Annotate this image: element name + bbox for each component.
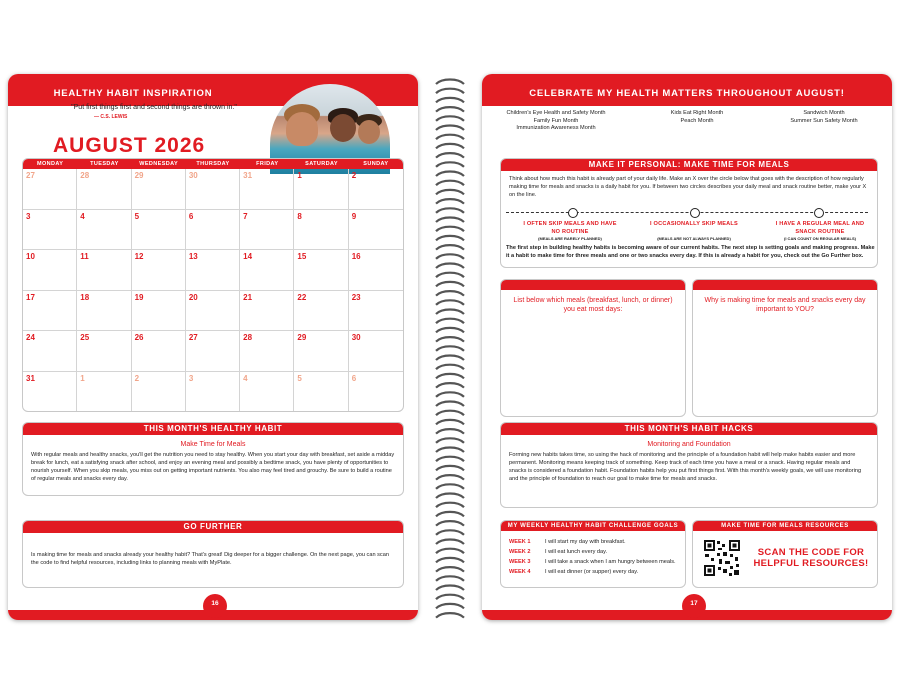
calendar-day-cell[interactable]: 9 [349, 210, 403, 251]
scale-circle-3[interactable] [814, 208, 824, 218]
weekly-goal-row [501, 567, 685, 577]
why-important-header [693, 280, 877, 290]
calendar-day-cell[interactable]: 13 [186, 250, 240, 291]
planner-spread [8, 74, 892, 620]
week-goal: I will eat dinner (or supper) every day. [545, 569, 639, 575]
spiral-coil [436, 199, 464, 204]
left-page [8, 74, 418, 620]
spiral-coil [436, 135, 464, 140]
spiral-coil [436, 282, 464, 287]
spiral-coil [436, 558, 464, 563]
spiral-coil [436, 392, 464, 397]
calendar-day-cell[interactable]: 6 [349, 372, 403, 412]
weekday-label: FRIDAY [256, 161, 279, 167]
healthy-habit-subtitle: Make Time for Meals [180, 441, 246, 448]
page-number-right: 17 [682, 594, 706, 618]
option-note-3: (I CAN COUNT ON REGULAR MEALS) [784, 236, 856, 241]
calendar-day-cell[interactable]: 11 [77, 250, 131, 291]
calendar-day-cell[interactable]: 26 [132, 331, 186, 372]
habit-hacks-subtitle: Monitoring and Foundation [647, 441, 731, 448]
calendar-grid [23, 169, 403, 412]
spiral-coil [436, 484, 464, 489]
spiral-coil [436, 208, 464, 213]
spiral-coil [436, 346, 464, 351]
spiral-coil [436, 162, 464, 167]
calendar-day-cell[interactable]: 5 [294, 372, 348, 412]
calendar-day-cell[interactable]: 3 [186, 372, 240, 412]
calendar-day-cell[interactable]: 17 [23, 291, 77, 332]
calendar-day-cell[interactable]: 8 [294, 210, 348, 251]
spiral-coil [436, 356, 464, 361]
week-label: WEEK 1 [509, 539, 531, 545]
calendar-day-cell[interactable]: 25 [77, 331, 131, 372]
spiral-coil [436, 190, 464, 195]
calendar-weekday-header [23, 159, 403, 169]
calendar-day-cell[interactable]: 27 [23, 169, 77, 210]
weekly-goal-row [501, 537, 685, 547]
option-label-2: I OCCASIONALLY SKIP MEALS [650, 221, 738, 227]
make-it-personal-title: MAKE IT PERSONAL: MAKE TIME FOR MEALS [501, 159, 877, 171]
calendar-day-cell[interactable]: 18 [77, 291, 131, 332]
spiral-coil [436, 576, 464, 581]
spiral-coil [436, 107, 464, 112]
weekday-label: SATURDAY [305, 161, 338, 167]
calendar-day-cell[interactable]: 28 [240, 331, 294, 372]
calendar-day-cell[interactable]: 4 [240, 372, 294, 412]
weekday-label: TUESDAY [90, 161, 119, 167]
page-number-left: 16 [203, 594, 227, 618]
option-note-1: (MEALS ARE RARELY PLANNED) [538, 236, 602, 241]
spiral-coil [436, 337, 464, 342]
spiral-coil [436, 116, 464, 121]
spiral-binding [432, 74, 468, 620]
inspiration-quote: "Put first things first and second things are thrown in." [71, 104, 237, 111]
spiral-coil [436, 273, 464, 278]
why-important-writing-area[interactable] [699, 314, 871, 410]
spiral-coil [436, 448, 464, 453]
calendar-day-cell[interactable]: 4 [77, 210, 131, 251]
spiral-coil [436, 89, 464, 94]
why-important-panel [692, 279, 878, 417]
weekday-label: MONDAY [36, 161, 64, 167]
spiral-coil [436, 530, 464, 535]
calendar-day-cell[interactable]: 29 [294, 331, 348, 372]
week-goal: I will eat lunch every day. [545, 549, 608, 555]
spiral-coil [436, 80, 464, 85]
calendar-day-cell[interactable]: 28 [77, 169, 131, 210]
calendar-day-cell[interactable]: 5 [132, 210, 186, 251]
spiral-coil [436, 365, 464, 370]
calendar-day-cell[interactable]: 10 [23, 250, 77, 291]
calendar-day-cell[interactable]: 22 [294, 291, 348, 332]
scale-circle-1[interactable] [568, 208, 578, 218]
list-meals-header [501, 280, 685, 290]
spiral-coil [436, 429, 464, 434]
spiral-coil [436, 420, 464, 425]
spiral-coil [436, 383, 464, 388]
option-label-3: I HAVE A REGULAR MEAL AND SNACK ROUTINE [775, 221, 865, 235]
weekday-label: WEDNESDAY [139, 161, 179, 167]
calendar-day-cell[interactable]: 14 [240, 250, 294, 291]
weekly-goals-title: MY WEEKLY HEALTHY HABIT CHALLENGE GOALS [501, 521, 685, 531]
spiral-coil [436, 540, 464, 545]
scale-circle-2[interactable] [690, 208, 700, 218]
calendar-day-cell[interactable]: 30 [186, 169, 240, 210]
habit-hacks-body: Forming new habits takes time, so using the hack of monitoring and the principle of a foundation habit will help make habits easier and more permanent. Monitoring means keeping track of something. Keep track of each time you have a meal or a snack. Having regular meals and snacks is considered a foundation habit. Foundation habits help you put first things first. With this month's weekly goals, we will use monitoring and the principle of foundation to reach our goal to make time for meals and snacks. [509, 452, 862, 482]
spiral-coil [436, 328, 464, 333]
spiral-coil [436, 153, 464, 158]
spiral-coil [436, 218, 464, 223]
spiral-coil [436, 494, 464, 499]
weekly-goals-list [501, 531, 685, 577]
go-further-title: GO FURTHER [23, 521, 403, 533]
calendar-day-cell[interactable]: 23 [349, 291, 403, 332]
calendar-day-cell[interactable]: 1 [77, 372, 131, 412]
spiral-coil [436, 438, 464, 443]
spiral-coil [436, 595, 464, 600]
week-goal: I will start my day with breakfast. [545, 539, 626, 545]
weekly-goals-panel [500, 520, 686, 588]
calendar-day-cell[interactable]: 12 [132, 250, 186, 291]
spiral-coil [436, 181, 464, 186]
spiral-coil [436, 475, 464, 480]
healthy-habit-panel [22, 422, 404, 496]
calendar-day-cell[interactable]: 31 [240, 169, 294, 210]
calendar-day-cell[interactable]: 29 [132, 169, 186, 210]
why-important-prompt: Why is making time for meals and snacks every day important to YOU? [704, 297, 866, 313]
spiral-coil [436, 245, 464, 250]
weekday-label: THURSDAY [196, 161, 230, 167]
spiral-coils [432, 74, 468, 620]
calendar-day-cell[interactable]: 15 [294, 250, 348, 291]
spiral-coil [436, 144, 464, 149]
quote-author: — C.S. LEWIS [94, 114, 128, 120]
scan-code-text: SCAN THE CODE FOR HELPFUL RESOURCES! [753, 547, 869, 569]
calendar-day-cell[interactable]: 19 [132, 291, 186, 332]
spiral-coil [436, 503, 464, 508]
habit-hacks-title: THIS MONTH'S HABIT HACKS [501, 423, 877, 435]
calendar-day-cell[interactable]: 1 [294, 169, 348, 210]
healthy-habit-body: With regular meals and healthy snacks, you'll get the nutrition you need to stay healthy. When you start your day with breakfast, set aside a midday break for lunch, eat a satisfying snack after school, and enjoy an evening meal and possibly a bedtime snack, you have plenty of opportunities to nourish yourself. When you skip meals, you miss out on getting important nutrients. You also may feel tired and grouchy. Be sure to build a routine of regular meals and snacks every day. [31, 452, 395, 482]
spiral-coil [436, 172, 464, 177]
calendar-day-cell[interactable]: 7 [240, 210, 294, 251]
calendar [22, 158, 404, 412]
weekly-goal-row [501, 557, 685, 567]
spiral-coil [436, 567, 464, 572]
calendar-day-cell[interactable]: 24 [23, 331, 77, 372]
spiral-coil [436, 604, 464, 609]
calendar-day-cell[interactable]: 21 [240, 291, 294, 332]
spiral-coil [436, 310, 464, 315]
spiral-coil [436, 254, 464, 258]
spiral-coil [436, 264, 464, 269]
resources-title: MAKE TIME FOR MEALS RESOURCES [693, 521, 877, 531]
calendar-day-cell[interactable]: 30 [349, 331, 403, 372]
list-meals-prompt: List below which meals (breakfast, lunch, or dinner) you eat most days: [513, 297, 673, 313]
spiral-coil [436, 402, 464, 407]
spiral-coil [436, 613, 464, 618]
spiral-coil [436, 227, 464, 232]
option-label-1: I OFTEN SKIP MEALS AND HAVE NO ROUTINE [523, 221, 617, 235]
calendar-day-cell[interactable]: 6 [186, 210, 240, 251]
resources-panel [692, 520, 878, 588]
celebrate-header: CELEBRATE MY HEALTH MATTERS THROUGHOUT AUGUST! [529, 88, 845, 99]
qr-code-icon[interactable] [703, 539, 741, 577]
spiral-coil [436, 411, 464, 416]
weekday-label: SUNDAY [363, 161, 389, 167]
spiral-coil [436, 586, 464, 591]
right-page [482, 74, 892, 620]
spiral-coil [436, 457, 464, 462]
spiral-coil [436, 319, 464, 324]
go-further-body: Is making time for meals and snacks already your healthy habit? That's great! Dig deeper for a bigger challenge. On the next page, you can scan the code to find helpful resources, including links to planning meals with MyPlate. [31, 552, 389, 566]
month-title: AUGUST 2026 [53, 134, 206, 157]
option-note-2: (MEALS ARE NOT ALWAYS PLANNED) [657, 236, 731, 241]
inspiration-header: HEALTHY HABIT INSPIRATION [53, 88, 213, 99]
spiral-coil [436, 521, 464, 526]
spiral-coil [436, 300, 464, 305]
spiral-coil [436, 512, 464, 517]
observance-col-1: Children's Eye Health and Safety Month Family Fun Month Immunization Awareness Month [506, 110, 606, 131]
first-step-text: The first step in building healthy habits is becoming aware of our current habits. The next step is setting goals and making progress. Make it a habit to make time for three meals and one or two snacks every day. If this is already a habit for you, check out the Go Further box. [506, 245, 875, 259]
go-further-panel [22, 520, 404, 588]
spiral-coil [436, 98, 464, 103]
weekly-goal-row [501, 547, 685, 557]
list-meals-panel [500, 279, 686, 417]
calendar-day-cell[interactable]: 31 [23, 372, 77, 412]
calendar-day-cell[interactable]: 3 [23, 210, 77, 251]
spiral-coil [436, 549, 464, 554]
observance-col-2: Kids Eat Right Month Peach Month [670, 110, 724, 124]
week-label: WEEK 3 [509, 559, 531, 565]
spiral-coil [436, 466, 464, 471]
spiral-coil [436, 126, 464, 131]
calendar-day-cell[interactable]: 16 [349, 250, 403, 291]
calendar-day-cell[interactable]: 27 [186, 331, 240, 372]
spiral-coil [436, 236, 464, 241]
spiral-coil [436, 291, 464, 296]
calendar-day-cell[interactable]: 2 [132, 372, 186, 412]
spiral-coil [436, 374, 464, 379]
calendar-day-cell[interactable]: 20 [186, 291, 240, 332]
make-it-personal-intro: Think about how much this habit is already part of your daily life. Make an X over the circle below that goes with the description of how regularly making time for meals and snacks is a daily habit for you. If between two circles describes your daily meal and snack routine better, make your X on the line. [509, 176, 867, 198]
week-label: WEEK 4 [509, 569, 531, 575]
calendar-day-cell[interactable]: 2 [349, 169, 403, 210]
healthy-habit-title: THIS MONTH'S HEALTHY HABIT [23, 423, 403, 435]
week-goal: I will take a snack when I am hungry between meals. [545, 559, 676, 565]
habit-hacks-panel [500, 422, 878, 508]
week-label: WEEK 2 [509, 549, 531, 555]
list-meals-writing-area[interactable] [507, 314, 679, 410]
observance-col-3: Sandwich Month Summer Sun Safety Month [790, 110, 858, 124]
